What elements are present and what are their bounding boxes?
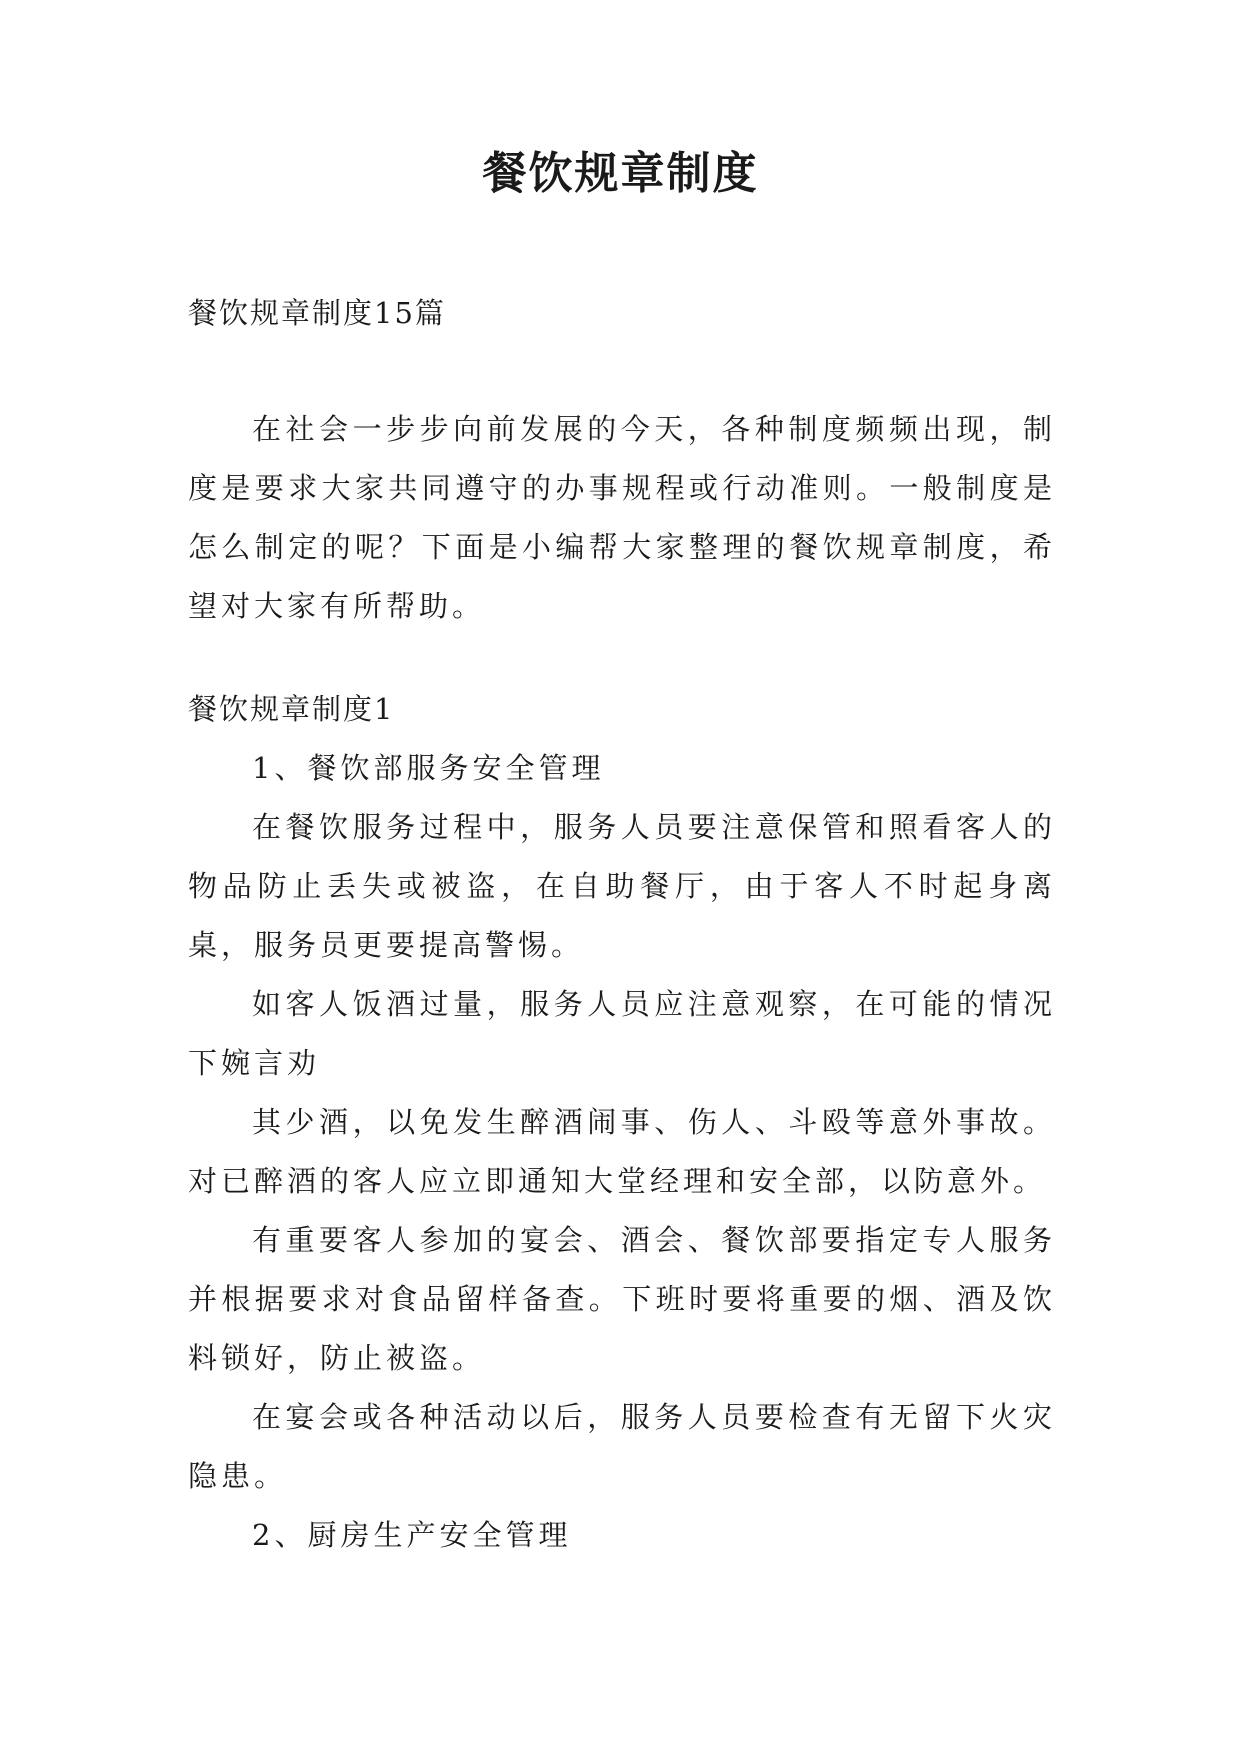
section-paragraph: 1、餐饮部服务安全管理	[252, 751, 605, 785]
document-title: 餐饮规章制度	[482, 148, 759, 199]
section-paragraph: 在宴会或各种活动以后，服务人员要检查有无留下火灾隐患。	[188, 1400, 1056, 1493]
section-block	[188, 680, 1056, 1565]
section-title: 餐饮规章制度1	[188, 692, 395, 726]
document-subtitle: 餐饮规章制度15篇	[188, 296, 446, 330]
section-paragraph: 其少酒，以免发生醉酒闹事、伤人、斗殴等意外事故。对已醉酒的客人应立即通知大堂经理和安全部，以防意外。	[188, 1105, 1056, 1198]
section-paragraph: 2、厨房生产安全管理	[252, 1518, 572, 1552]
section-paragraph: 在餐饮服务过程中，服务人员要注意保管和照看客人的物品防止丢失或被盗，在自助餐厅，由于客人不时起身离桌，服务员更要提高警惕。	[188, 810, 1056, 962]
intro-block	[188, 400, 1056, 636]
section-paragraph: 有重要客人参加的宴会、酒会、餐饮部要指定专人服务并根据要求对食品留样备查。下班时要将重要的烟、酒及饮料锁好，防止被盗。	[188, 1223, 1056, 1375]
section-paragraph: 如客人饭酒过量，服务人员应注意观察，在可能的情况下婉言劝	[188, 987, 1056, 1080]
intro-paragraph: 在社会一步步向前发展的今天，各种制度频频出现，制度是要求大家共同遵守的办事规程或行动准则。一般制度是怎么制定的呢？下面是小编帮大家整理的餐饮规章制度，希望对大家有所帮助。	[188, 412, 1056, 623]
